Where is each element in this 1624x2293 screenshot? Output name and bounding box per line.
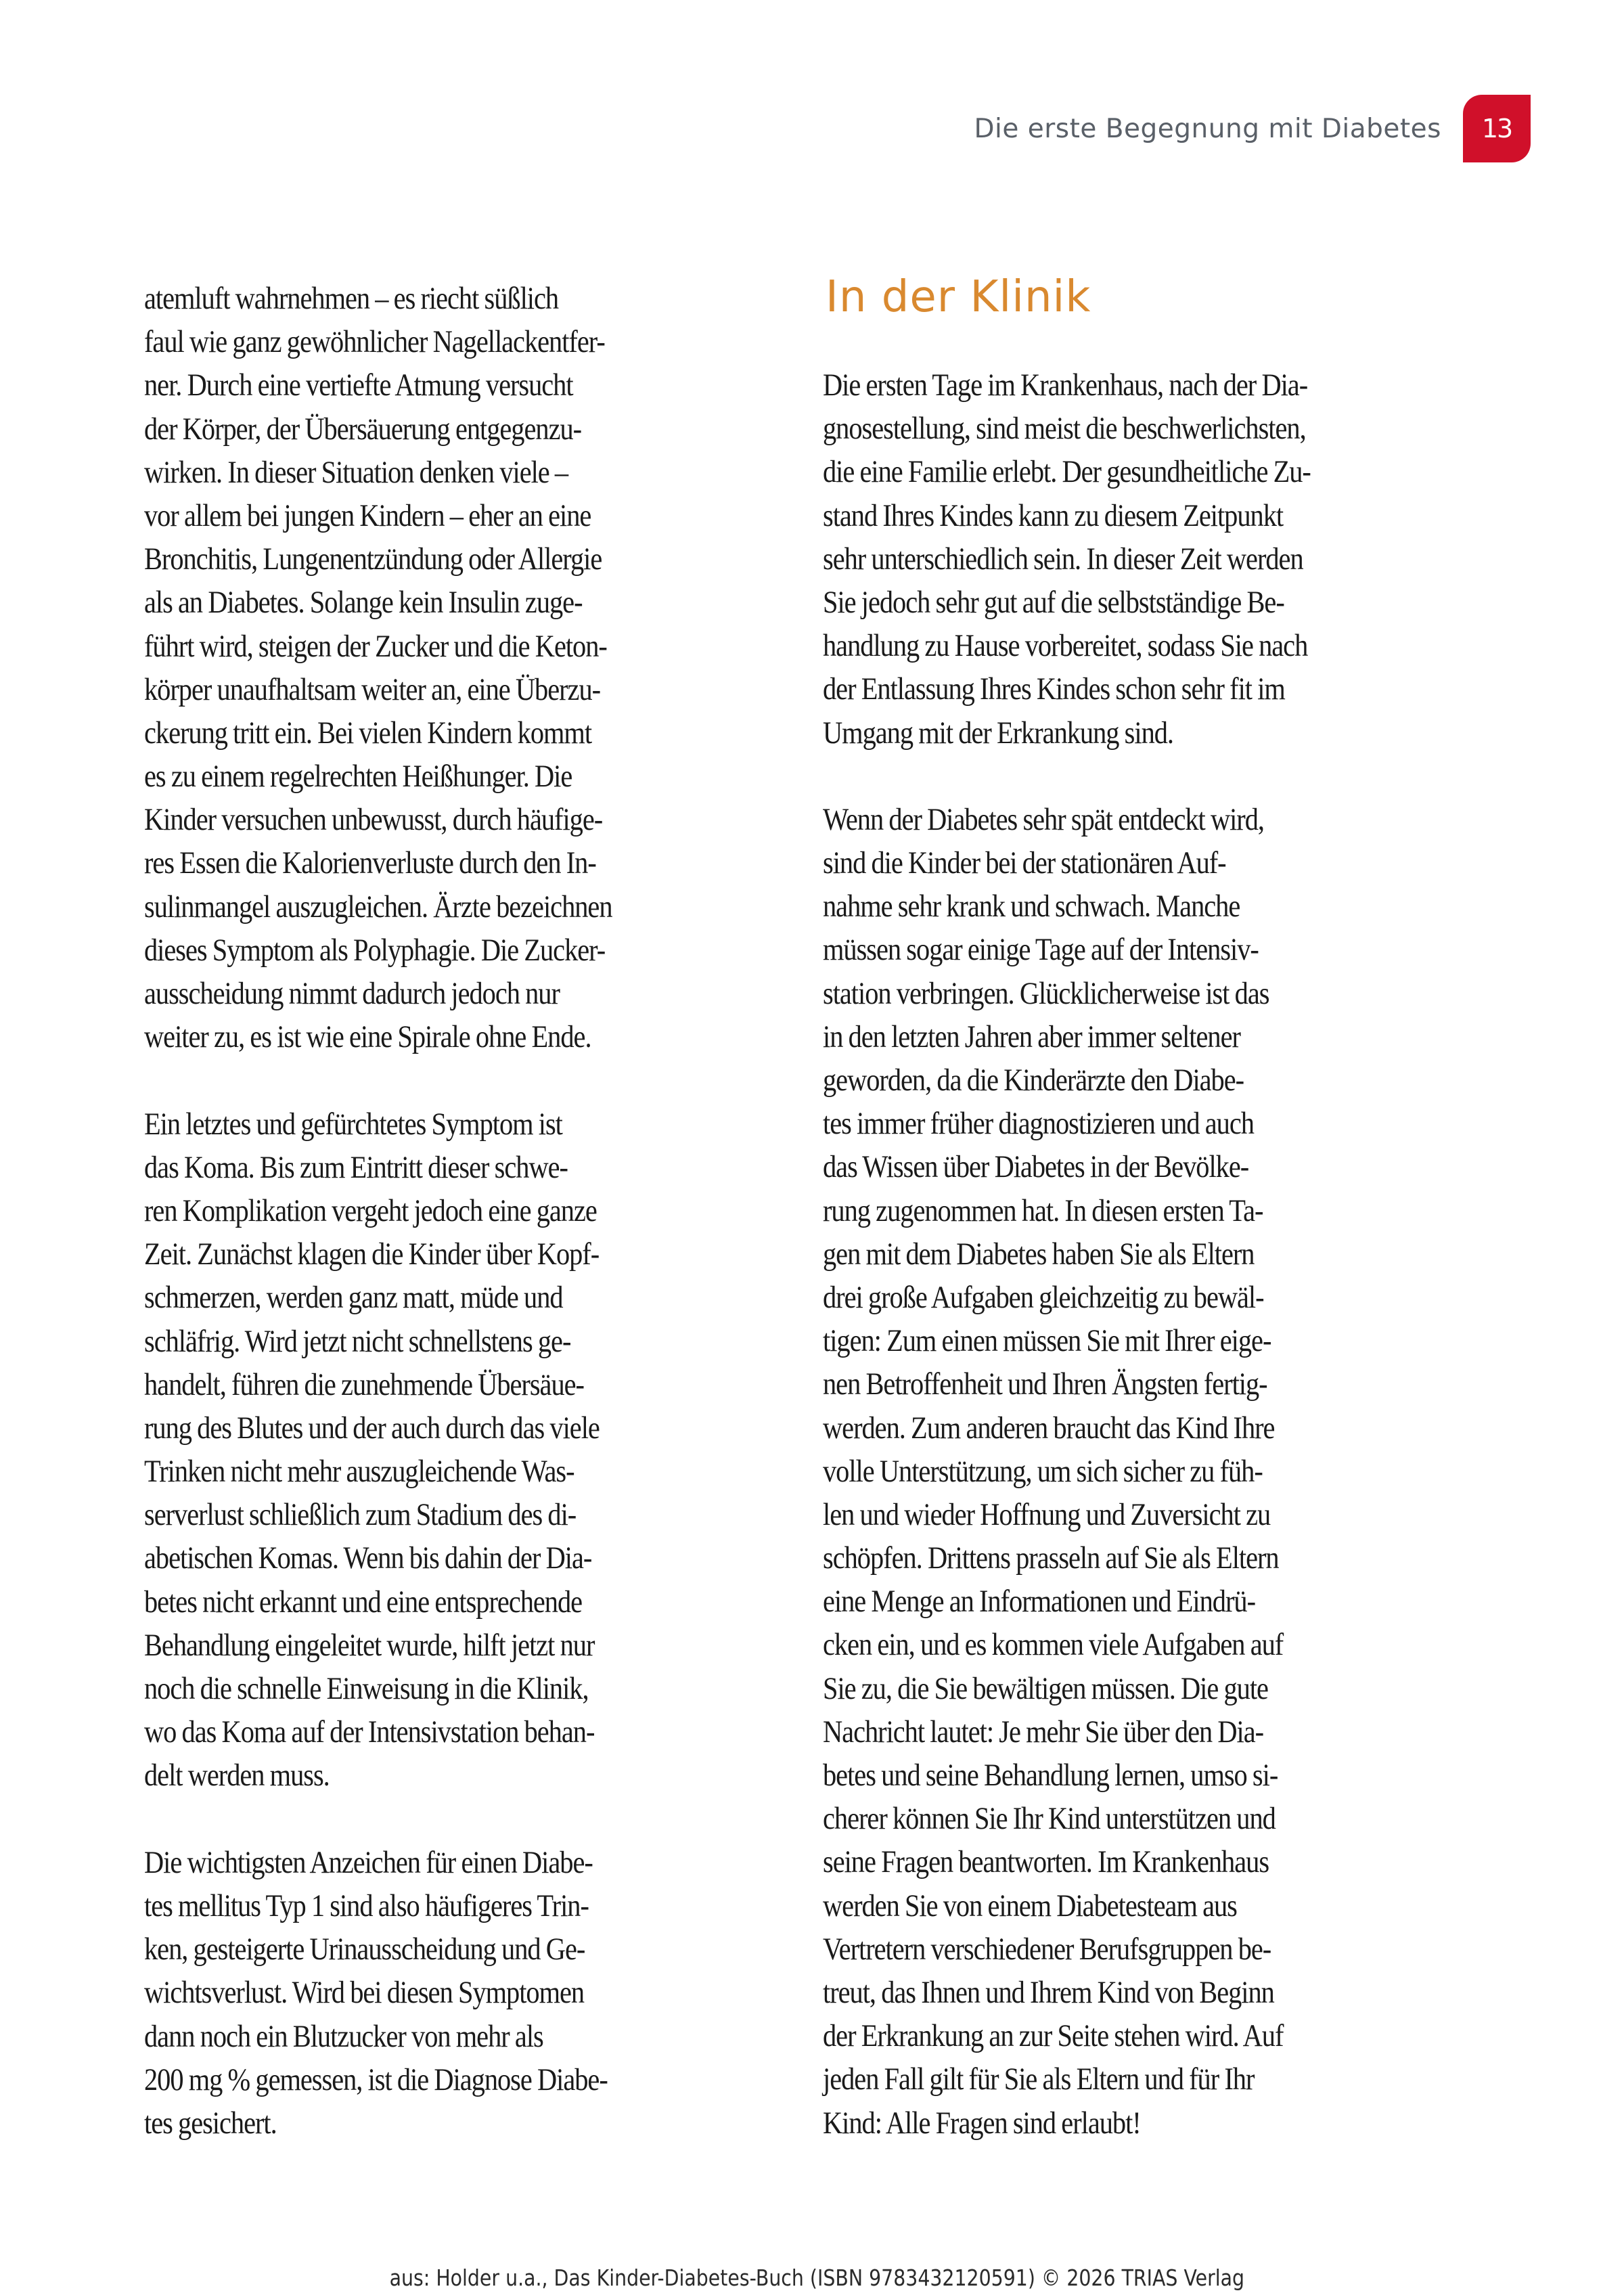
- text-line: cken ein, und es kommen viele Aufgaben auf: [823, 1627, 1284, 1663]
- text-line: handlung zu Hause vorbereitet, sodass Sie nach: [823, 628, 1308, 664]
- text-line: seine Fragen beantworten. Im Krankenhaus: [823, 1844, 1269, 1880]
- left-text-column: [144, 277, 807, 2145]
- text-line: es zu einem regelrechten Heißhunger. Die: [144, 759, 572, 795]
- text-line: geworden, da die Kinderärzte den Diabe-: [823, 1063, 1244, 1098]
- text-line: in den letzten Jahren aber immer seltener: [823, 1019, 1240, 1054]
- text-line: körper unaufhaltsam weiter an, eine Überzu-: [144, 671, 601, 707]
- text-line: volle Unterstützung, um sich sicher zu füh-: [823, 1453, 1263, 1489]
- section-heading: In der Klinik: [826, 272, 1091, 322]
- text-line: Sie jedoch sehr gut auf die selbstständige Be-: [823, 584, 1284, 620]
- text-line: sehr unterschiedlich sein. In dieser Zeit werden: [823, 541, 1303, 577]
- text-line: jeden Fall gilt für Sie als Eltern und für Ihr: [823, 2062, 1255, 2097]
- citation-text: aus: Holder u.a., Das Kinder-Diabetes-Buch (ISBN 9783432120591) © 2026 TRIAS Verlag: [389, 2265, 1245, 2291]
- text-line: schmerzen, werden ganz matt, müde und: [144, 1280, 563, 1316]
- paragraph: [144, 1841, 807, 2145]
- text-line: Kinder versuchen unbewusst, durch häufige-: [144, 802, 603, 838]
- text-line: tigen: Zum einen müssen Sie mit Ihrer eige-: [823, 1323, 1271, 1359]
- text-line: sulinmangel auszugleichen. Ärzte bezeichnen: [144, 889, 612, 925]
- text-line: rung des Blutes und der auch durch das viele: [144, 1410, 600, 1446]
- paragraph-spacer: [144, 1059, 807, 1102]
- text-line: 200 mg % gemessen, ist die Diagnose Diabe-: [144, 2062, 608, 2097]
- text-line: Sie zu, die Sie bewältigen müssen. Die gute: [823, 1670, 1268, 1706]
- text-line: wichtsverlust. Wird bei diesen Symptomen: [144, 1975, 585, 2011]
- paragraph-spacer: [144, 1798, 807, 1841]
- text-line: das Koma. Bis zum Eintritt dieser schwe-: [144, 1149, 568, 1185]
- text-line: betes und seine Behandlung lernen, umso si-: [823, 1758, 1278, 1793]
- text-line: rung zugenommen hat. In diesen ersten Ta-: [823, 1193, 1263, 1228]
- text-line: nahme sehr krank und schwach. Manche: [823, 889, 1240, 925]
- text-line: Nachricht lautet: Je mehr Sie über den Dia-: [823, 1714, 1264, 1750]
- text-line: Vertretern verschiedener Berufsgruppen be-: [823, 1931, 1271, 1967]
- paragraph: [144, 277, 807, 1059]
- text-line: Kind: Alle Fragen sind erlaubt!: [823, 2105, 1141, 2141]
- text-line: wirken. In dieser Situation denken viele –: [144, 454, 568, 490]
- text-line: Die ersten Tage im Krankenhaus, nach der Dia-: [823, 368, 1308, 403]
- text-line: faul wie ganz gewöhnlicher Nagellackentfer-: [144, 324, 605, 360]
- text-line: Bronchitis, Lungenentzündung oder Allergie: [144, 541, 602, 577]
- page-number-badge: 13: [1463, 95, 1531, 162]
- text-line: weiter zu, es ist wie eine Spirale ohne Ende.: [144, 1019, 591, 1055]
- text-line: delt werden muss.: [144, 1758, 330, 1794]
- text-line: der Körper, der Übersäuerung entgegenzu-: [144, 411, 582, 447]
- text-line: atemluft wahrnehmen – es riecht süßlich: [144, 281, 559, 316]
- citation-footer: [0, 2263, 1624, 2293]
- text-line: noch die schnelle Einweisung in die Klinik,: [144, 1671, 589, 1706]
- text-line: Behandlung eingeleitet wurde, hilft jetzt nur: [144, 1627, 595, 1663]
- text-line: die eine Familie erlebt. Der gesundheitliche Zu-: [823, 454, 1311, 490]
- text-line: ckerung tritt ein. Bei vielen Kindern kommt: [144, 715, 592, 751]
- text-line: res Essen die Kalorienverluste durch den In-: [144, 845, 596, 881]
- paragraph-spacer: [823, 755, 1486, 798]
- running-header-title: Die erste Begegnung mit Diabetes: [974, 114, 1441, 144]
- text-line: Umgang mit der Erkrankung sind.: [823, 715, 1174, 751]
- paragraph: [144, 1103, 807, 1798]
- text-line: der Entlassung Ihres Kindes schon sehr fit im: [823, 671, 1285, 707]
- text-line: führt wird, steigen der Zucker und die Keton-: [144, 628, 607, 664]
- right-text-column: [823, 363, 1486, 2145]
- paragraph: [823, 798, 1486, 2145]
- text-line: handelt, führen die zunehmende Übersäue-: [144, 1366, 584, 1402]
- text-line: werden. Zum anderen braucht das Kind Ihre: [823, 1410, 1275, 1446]
- text-line: tes mellitus Typ 1 sind also häufigeres Trin-: [144, 1888, 589, 1923]
- text-line: tes gesichert.: [144, 2105, 277, 2141]
- text-line: sind die Kinder bei der stationären Auf-: [823, 845, 1226, 881]
- text-line: ner. Durch eine vertiefte Atmung versucht: [144, 368, 573, 403]
- text-line: Trinken nicht mehr auszugleichende Was-: [144, 1454, 574, 1490]
- text-line: vor allem bei jungen Kindern – eher an eine: [144, 497, 591, 533]
- text-line: das Wissen über Diabetes in der Bevölke-: [823, 1149, 1249, 1185]
- text-line: nen Betroffenheit und Ihren Ängsten fertig-: [823, 1366, 1267, 1402]
- text-line: abetischen Komas. Wenn bis dahin der Dia-: [144, 1540, 592, 1576]
- text-line: drei große Aufgaben gleichzeitig zu bewäl-: [823, 1279, 1264, 1315]
- text-line: station verbringen. Glücklicherweise ist das: [823, 975, 1269, 1011]
- text-line: wo das Koma auf der Intensivstation behan-: [144, 1714, 595, 1750]
- text-line: werden Sie von einem Diabetesteam aus: [823, 1888, 1237, 1923]
- text-line: dieses Symptom als Polyphagie. Die Zucker-: [144, 932, 606, 968]
- text-line: ren Komplikation vergeht jedoch eine ganze: [144, 1193, 597, 1228]
- text-line: tes immer früher diagnostizieren und auch: [823, 1106, 1254, 1142]
- text-line: Wenn der Diabetes sehr spät entdeckt wird,: [823, 801, 1264, 837]
- text-line: ausscheidung nimmt dadurch jedoch nur: [144, 976, 560, 1011]
- text-line: als an Diabetes. Solange kein Insulin zuge-: [144, 585, 583, 621]
- text-line: cherer können Sie Ihr Kind unterstützen und: [823, 1801, 1276, 1837]
- paragraph: [823, 363, 1486, 755]
- text-line: eine Menge an Informationen und Eindrü-: [823, 1584, 1256, 1620]
- text-line: Zeit. Zunächst klagen die Kinder über Kopf-: [144, 1237, 600, 1272]
- text-line: der Erkrankung an zur Seite stehen wird. Auf: [823, 2018, 1284, 2054]
- text-line: schöpfen. Drittens prasseln auf Sie als Eltern: [823, 1540, 1279, 1576]
- text-line: gnosestellung, sind meist die beschwerlichsten,: [823, 411, 1306, 447]
- text-line: gen mit dem Diabetes haben Sie als Eltern: [823, 1236, 1255, 1272]
- text-line: serverlust schließlich zum Stadium des di-: [144, 1497, 577, 1533]
- text-line: Ein letztes und gefürchtetes Symptom ist: [144, 1106, 562, 1142]
- text-line: betes nicht erkannt und eine entsprechende: [144, 1584, 583, 1620]
- text-line: stand Ihres Kindes kann zu diesem Zeitpunkt: [823, 497, 1284, 533]
- text-line: schläfrig. Wird jetzt nicht schnellstens ge-: [144, 1323, 571, 1359]
- text-line: dann noch ein Blutzucker von mehr als: [144, 2018, 543, 2054]
- text-line: ken, gesteigerte Urinausscheidung und Ge-: [144, 1932, 585, 1967]
- text-line: Die wichtigsten Anzeichen für einen Diabe-: [144, 1844, 593, 1880]
- text-line: treut, das Ihnen und Ihrem Kind von Beginn: [823, 1974, 1274, 2010]
- text-line: müssen sogar einige Tage auf der Intensiv-: [823, 932, 1259, 968]
- text-line: len und wieder Hoffnung und Zuversicht zu: [823, 1496, 1271, 1532]
